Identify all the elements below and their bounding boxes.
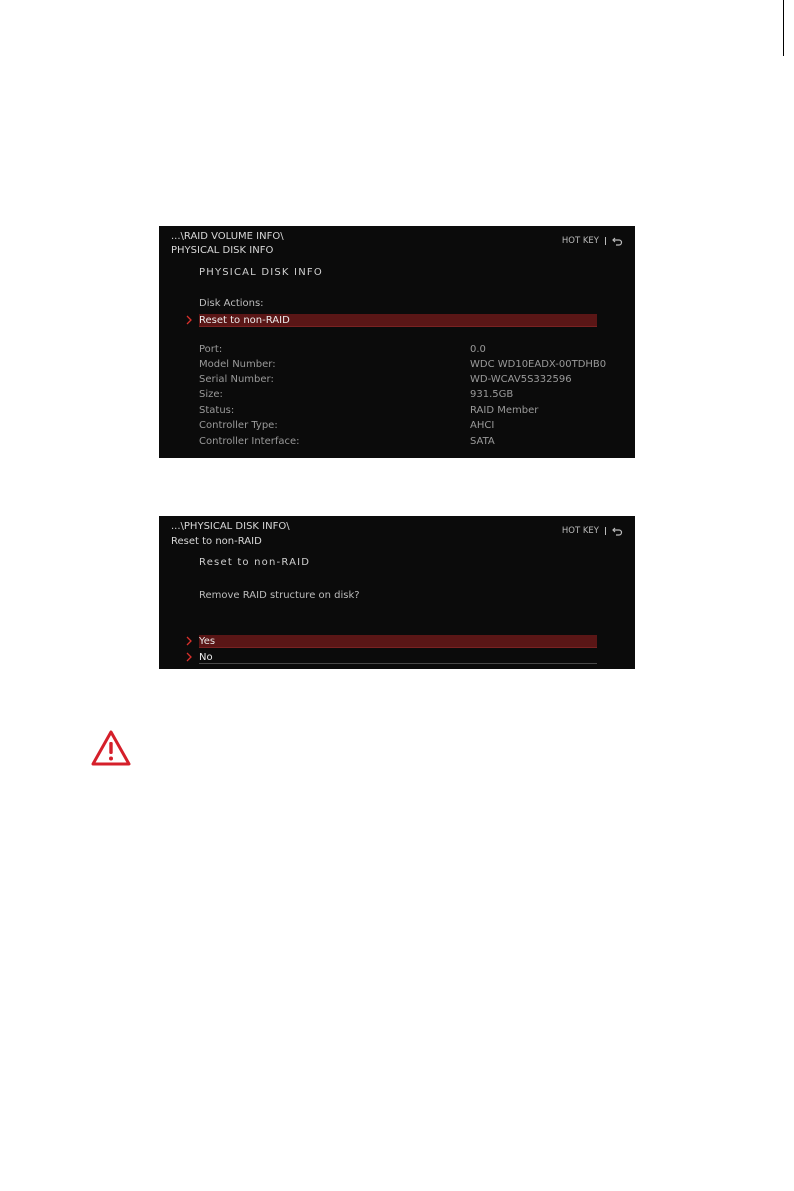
page-title: Reset to non-RAID [199,557,311,568]
info-label: Model Number: [199,359,276,370]
breadcrumb-path: ...\RAID VOLUME INFO\ [171,231,284,242]
disk-actions-label: Disk Actions: [199,298,264,309]
chevron-right-icon [185,315,193,325]
breadcrumb-current: Reset to non-RAID [171,536,262,547]
info-label: Port: [199,344,223,355]
info-label: Controller Interface: [199,436,300,447]
option-yes[interactable]: Yes [199,635,597,648]
info-value: AHCI [470,420,495,431]
back-arrow-icon[interactable] [612,527,623,536]
chevron-right-icon [185,652,193,662]
info-label: Serial Number: [199,374,274,385]
hotkey-area [562,526,623,536]
hotkey-divider [605,527,606,535]
hotkey-label[interactable]: HOT KEY [561,526,599,536]
back-arrow-icon[interactable] [612,237,623,246]
info-value: RAID Member [470,405,539,416]
info-value: SATA [470,436,495,447]
info-value: 0.0 [470,344,486,355]
breadcrumb-path: ...\PHYSICAL DISK INFO\ [171,521,290,532]
hotkey-divider [605,237,606,245]
info-value: 931.5GB [470,389,514,400]
reset-to-non-raid-item[interactable]: Reset to non-RAID [199,314,597,327]
info-label: Controller Type: [199,420,278,431]
page-margin-rule [783,0,784,56]
reset-confirmation-screen [159,516,635,669]
info-value: WDC WD10EADX-00TDHB0 [470,359,607,370]
info-label: Size: [199,389,223,400]
info-value: WD-WCAV5S332596 [470,374,572,385]
physical-disk-info-screen [159,226,635,458]
warning-triangle-icon [90,729,132,767]
option-no[interactable]: No [199,651,597,664]
hotkey-label[interactable]: HOT KEY [561,236,599,246]
hotkey-area [562,236,623,246]
page-title: PHYSICAL DISK INFO [199,267,323,278]
chevron-right-icon [185,636,193,646]
info-label: Status: [199,405,235,416]
breadcrumb-current: PHYSICAL DISK INFO [171,245,274,256]
confirm-question: Remove RAID structure on disk? [199,590,360,601]
